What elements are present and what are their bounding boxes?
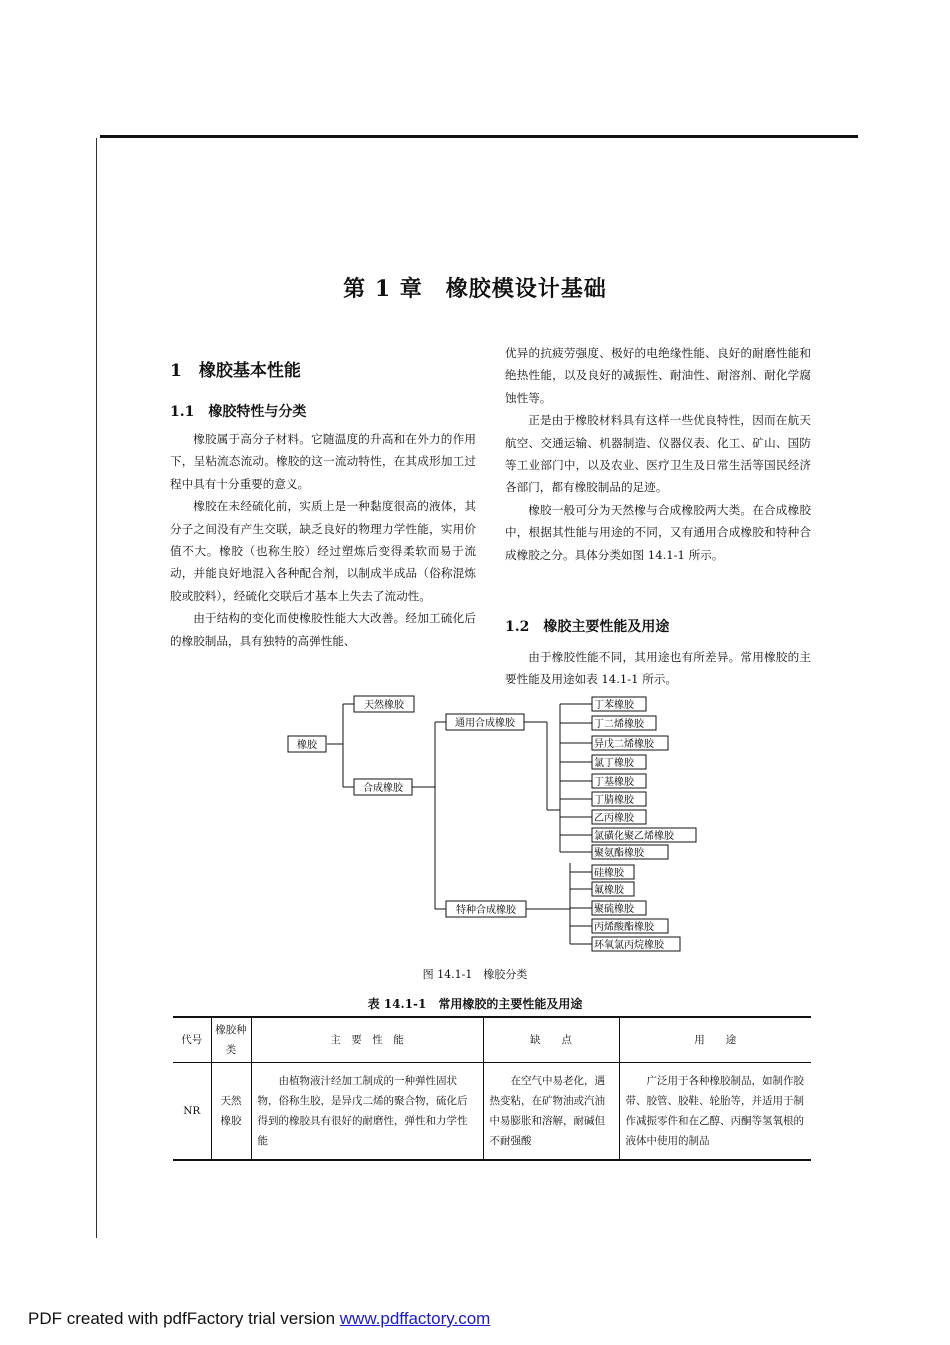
left-column: [170, 428, 476, 652]
rubber-properties-table: [173, 1016, 811, 1161]
column-header: 主 要 性 能: [251, 1017, 483, 1063]
paragraph: 由于结构的变化而使橡胶性能大大改善。经加工硫化后的橡胶制品，具有独特的高弹性能、: [170, 611, 476, 648]
diagram-item: 丁苯橡胶: [594, 700, 634, 711]
footer-text: PDF created with pdfFactory trial version: [28, 1309, 340, 1328]
cell-kind: 天然橡胶: [211, 1063, 251, 1161]
cell-defects: 在空气中易老化，遇热变粘，在矿物油或汽油中易膨胀和溶解，耐碱但不耐强酸: [483, 1063, 619, 1161]
chapter-title: 第 1 章 橡胶模设计基础: [343, 276, 607, 302]
diagram-item: 氯磺化聚乙烯橡胶: [594, 831, 674, 842]
left-margin-rule: [96, 138, 97, 1238]
column-header: 代号: [173, 1017, 211, 1063]
footer-link[interactable]: www.pdffactory.com: [339, 1309, 491, 1328]
diagram-item: 聚硫橡胶: [594, 904, 634, 915]
diagram-item: 环氧氯丙烷橡胶: [594, 940, 664, 951]
paragraph: 正是由于橡胶材料具有这样一些优良特性，因而在航天航空、交通运输、机器制造、仪器仪表、化工、矿山、国防等工业部门中，以及农业、医疗卫生及日常生活等国民经济各部门，都有橡胶制品的足迹。: [505, 413, 811, 495]
paragraph: 橡胶一般可分为天然橡与合成橡胶两大类。在合成橡胶中，根据其性能与用途的不同，又有通用合成橡胶和特种合成橡胶之分。具体分类如图 14.1-1 所示。: [505, 502, 811, 562]
diagram-root: 橡胶: [297, 740, 317, 751]
diagram-item: 丁腈橡胶: [594, 795, 634, 806]
paragraph: 橡胶属于高分子材料。它随温度的升高和在外力的作用下，呈粘流态流动。橡胶的这一流动特性，在其成形加工过程中具有十分重要的意义。: [170, 432, 476, 491]
general-tick-lines: [560, 704, 592, 852]
diagram-item: 氯丁橡胶: [594, 758, 634, 769]
cell-code: NR: [173, 1063, 211, 1161]
right-column-top: [505, 342, 811, 566]
section-heading-1-1: 1.1 橡胶特性与分类: [170, 404, 307, 420]
table-header-row: [173, 1017, 811, 1063]
diagram-natural: 天然橡胶: [364, 700, 404, 711]
diagram-item: 丁二烯橡胶: [594, 719, 644, 730]
table-row: [173, 1063, 811, 1161]
section-heading-1-2: 1.2 橡胶主要性能及用途: [505, 619, 670, 635]
special-tick-lines: [570, 872, 592, 944]
top-rule: [100, 135, 858, 138]
special-items: [592, 865, 680, 951]
column-header: 缺 点: [483, 1017, 619, 1063]
diagram-item: 丁基橡胶: [594, 777, 634, 788]
column-header: 用 途: [619, 1017, 811, 1063]
right-column-bottom: [505, 646, 811, 691]
diagram-item: 异戊二烯橡胶: [594, 739, 654, 750]
general-items: [592, 697, 696, 859]
diagram-item: 氟橡胶: [594, 885, 624, 896]
diagram-item: 丙烯酸酯橡胶: [594, 922, 654, 933]
paragraph: 优异的抗疲劳强度、极好的电绝缘性能、良好的耐磨性能和绝热性能，以及良好的减振性、耐油性、耐溶剂、耐化学腐蚀性等。: [505, 346, 811, 405]
column-header: 橡胶种类: [211, 1017, 251, 1063]
diagram-item: 聚氨酯橡胶: [594, 848, 644, 859]
pdf-footer: [28, 1309, 490, 1329]
paragraph: 橡胶在未经硫化前，实质上是一种黏度很高的液体，其分子之间没有产生交联，缺乏良好的物理力学性能，实用价值不大。橡胶（也称生胶）经过塑炼后变得柔软而易于流动，并能良好地混入各种配合剂，以制成半成品（俗称混炼胶或胶料），经硫化交联后才基本上失去了流动性。: [170, 499, 476, 603]
diagram-general: 通用合成橡胶: [455, 718, 515, 729]
paragraph: 由于橡胶性能不同，其用途也有所差异。常用橡胶的主要性能及用途如表 14.1-1 所示。: [505, 650, 811, 687]
rubber-classification-diagram: [280, 692, 720, 956]
figure-caption: 图 14.1-1 橡胶分类: [422, 968, 528, 981]
cell-properties: 由植物液汁经加工制成的一种弹性固状物，俗称生胶，是异戊二烯的聚合物，硫化后得到的橡胶具有很好的耐磨性，弹性和力学性能: [251, 1063, 483, 1161]
diagram-item: 硅橡胶: [594, 868, 624, 879]
diagram-special: 特种合成橡胶: [456, 905, 516, 916]
diagram-item: 乙丙橡胶: [594, 813, 634, 824]
section-heading-1: 1 橡胶基本性能: [170, 361, 301, 381]
diagram-synthetic: 合成橡胶: [363, 783, 403, 794]
table-caption: 表 14.1-1 常用橡胶的主要性能及用途: [367, 997, 583, 1011]
cell-uses: 广泛用于各种橡胶制品，如制作胶带、胶管、胶鞋、轮胎等，并适用于制作减振零件和在乙醇、丙酮等氢氧根的液体中使用的制品: [619, 1063, 811, 1161]
